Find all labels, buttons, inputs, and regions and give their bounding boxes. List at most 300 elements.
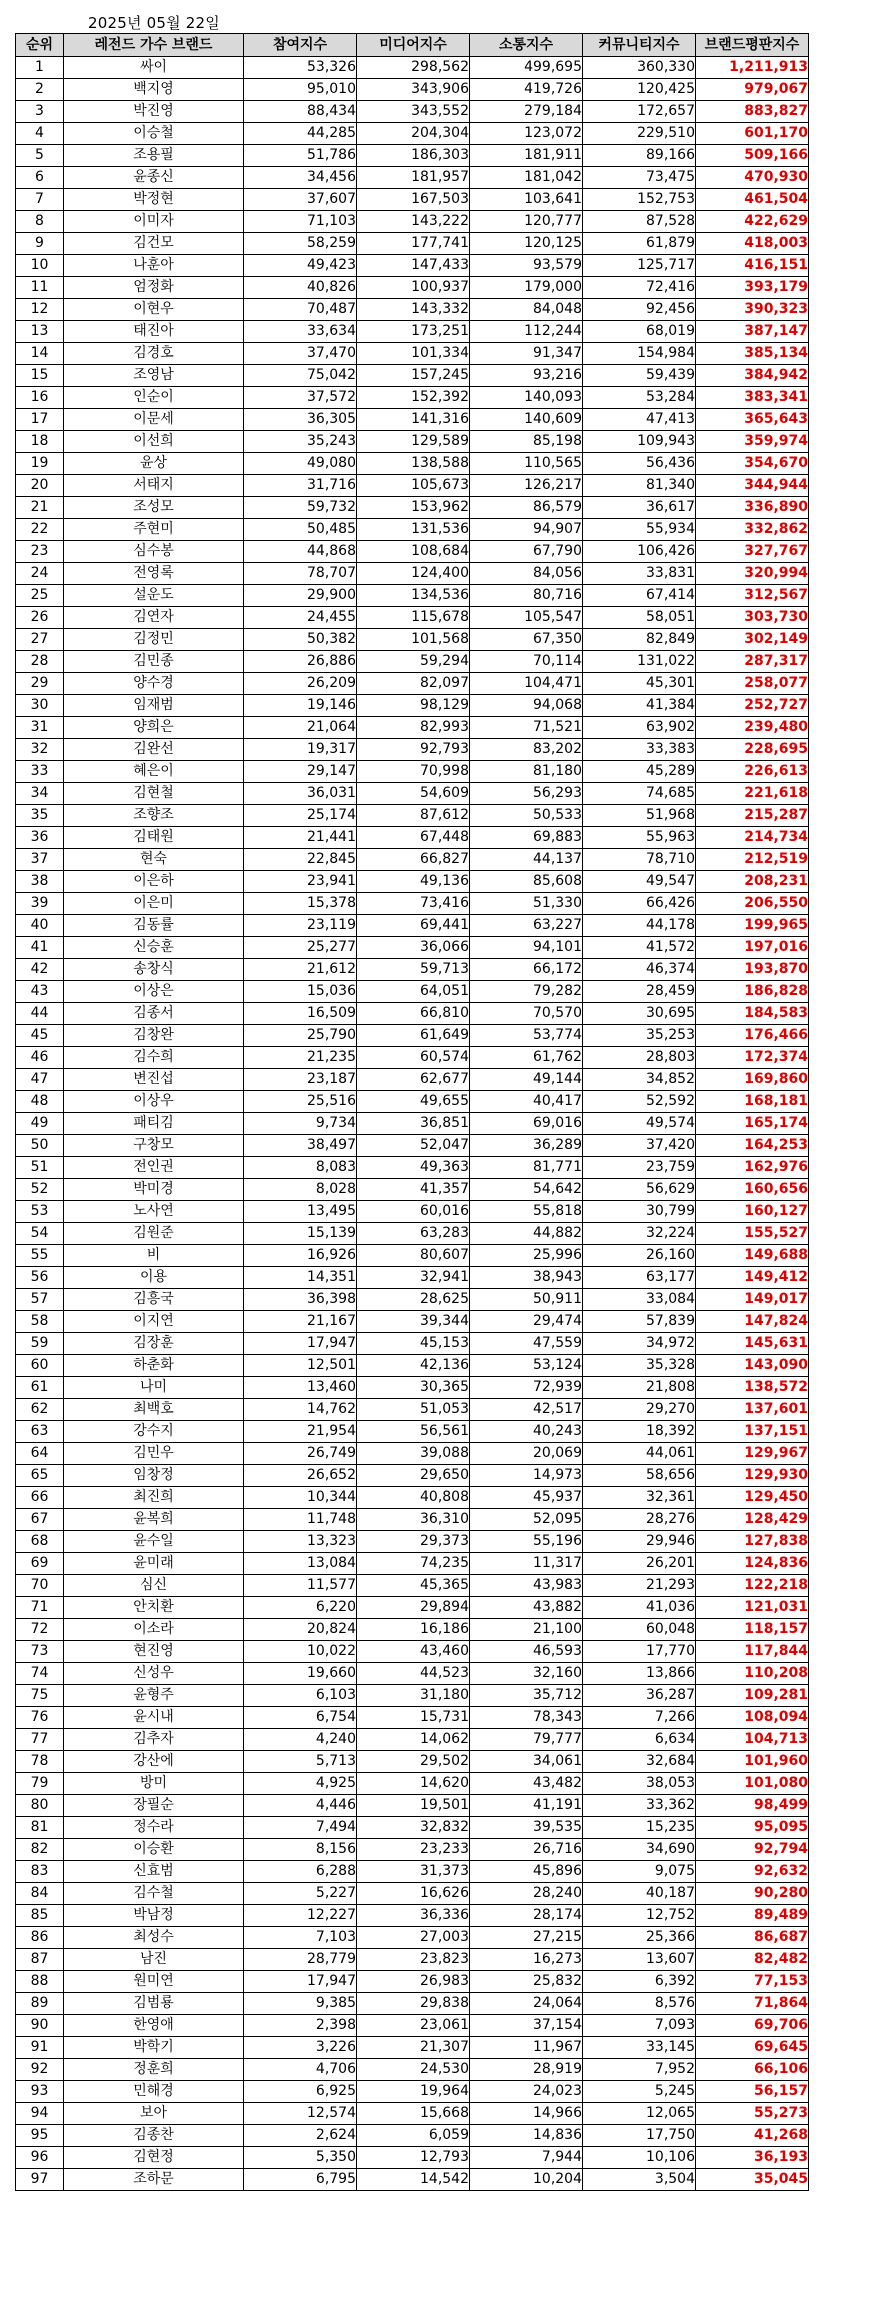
participation-cell: 6,925 bbox=[244, 2081, 357, 2103]
rank-cell: 74 bbox=[16, 1663, 64, 1685]
communication-cell: 91,347 bbox=[470, 343, 583, 365]
rank-cell: 29 bbox=[16, 673, 64, 695]
communication-cell: 94,068 bbox=[470, 695, 583, 717]
rank-cell: 13 bbox=[16, 321, 64, 343]
table-row bbox=[16, 255, 809, 277]
singer-name-cell: 김창완 bbox=[64, 1025, 244, 1047]
rank-cell: 89 bbox=[16, 1993, 64, 2015]
brand-index-cell: 312,567 bbox=[696, 585, 809, 607]
media-cell: 73,416 bbox=[357, 893, 470, 915]
brand-index-cell: 206,550 bbox=[696, 893, 809, 915]
participation-cell: 10,022 bbox=[244, 1641, 357, 1663]
table-row bbox=[16, 629, 809, 651]
brand-index-cell: 387,147 bbox=[696, 321, 809, 343]
media-cell: 134,536 bbox=[357, 585, 470, 607]
communication-cell: 28,240 bbox=[470, 1883, 583, 1905]
communication-cell: 7,944 bbox=[470, 2147, 583, 2169]
rank-cell: 25 bbox=[16, 585, 64, 607]
community-cell: 10,106 bbox=[583, 2147, 696, 2169]
rank-cell: 68 bbox=[16, 1531, 64, 1553]
community-cell: 33,383 bbox=[583, 739, 696, 761]
brand-index-cell: 69,706 bbox=[696, 2015, 809, 2037]
table-row bbox=[16, 805, 809, 827]
table-row bbox=[16, 233, 809, 255]
community-cell: 63,177 bbox=[583, 1267, 696, 1289]
participation-cell: 38,497 bbox=[244, 1135, 357, 1157]
media-cell: 100,937 bbox=[357, 277, 470, 299]
table-row bbox=[16, 2059, 809, 2081]
table-row bbox=[16, 2037, 809, 2059]
rank-cell: 42 bbox=[16, 959, 64, 981]
community-cell: 152,753 bbox=[583, 189, 696, 211]
table-row bbox=[16, 2125, 809, 2147]
participation-cell: 28,779 bbox=[244, 1949, 357, 1971]
brand-index-cell: 109,281 bbox=[696, 1685, 809, 1707]
community-cell: 57,839 bbox=[583, 1311, 696, 1333]
brand-index-cell: 149,688 bbox=[696, 1245, 809, 1267]
communication-cell: 85,198 bbox=[470, 431, 583, 453]
participation-cell: 21,235 bbox=[244, 1047, 357, 1069]
community-cell: 18,392 bbox=[583, 1421, 696, 1443]
media-cell: 141,316 bbox=[357, 409, 470, 431]
singer-name-cell: 정훈희 bbox=[64, 2059, 244, 2081]
community-cell: 6,634 bbox=[583, 1729, 696, 1751]
participation-cell: 19,660 bbox=[244, 1663, 357, 1685]
communication-cell: 11,967 bbox=[470, 2037, 583, 2059]
table-row bbox=[16, 1333, 809, 1355]
singer-name-cell: 전인권 bbox=[64, 1157, 244, 1179]
participation-cell: 78,707 bbox=[244, 563, 357, 585]
brand-index-cell: 92,632 bbox=[696, 1861, 809, 1883]
media-cell: 153,962 bbox=[357, 497, 470, 519]
media-cell: 14,062 bbox=[357, 1729, 470, 1751]
table-row bbox=[16, 2147, 809, 2169]
community-cell: 68,019 bbox=[583, 321, 696, 343]
brand-index-cell: 129,450 bbox=[696, 1487, 809, 1509]
rank-cell: 2 bbox=[16, 79, 64, 101]
singer-name-cell: 나훈아 bbox=[64, 255, 244, 277]
participation-cell: 88,434 bbox=[244, 101, 357, 123]
community-cell: 13,607 bbox=[583, 1949, 696, 1971]
singer-name-cell: 조향조 bbox=[64, 805, 244, 827]
singer-name-cell: 김원준 bbox=[64, 1223, 244, 1245]
singer-name-cell: 이상은 bbox=[64, 981, 244, 1003]
rank-cell: 66 bbox=[16, 1487, 64, 1509]
singer-name-cell: 민해경 bbox=[64, 2081, 244, 2103]
communication-cell: 84,056 bbox=[470, 563, 583, 585]
brand-index-cell: 461,504 bbox=[696, 189, 809, 211]
table-row bbox=[16, 1795, 809, 1817]
community-cell: 56,629 bbox=[583, 1179, 696, 1201]
media-cell: 51,053 bbox=[357, 1399, 470, 1421]
brand-index-cell: 422,629 bbox=[696, 211, 809, 233]
media-cell: 80,607 bbox=[357, 1245, 470, 1267]
brand-index-cell: 336,890 bbox=[696, 497, 809, 519]
rank-cell: 96 bbox=[16, 2147, 64, 2169]
participation-cell: 22,845 bbox=[244, 849, 357, 871]
participation-cell: 21,954 bbox=[244, 1421, 357, 1443]
communication-cell: 40,243 bbox=[470, 1421, 583, 1443]
participation-cell: 26,886 bbox=[244, 651, 357, 673]
rank-cell: 34 bbox=[16, 783, 64, 805]
brand-index-cell: 110,208 bbox=[696, 1663, 809, 1685]
brand-index-cell: 221,618 bbox=[696, 783, 809, 805]
brand-index-cell: 393,179 bbox=[696, 277, 809, 299]
singer-name-cell: 최성수 bbox=[64, 1927, 244, 1949]
singer-name-cell: 정수라 bbox=[64, 1817, 244, 1839]
singer-name-cell: 이선희 bbox=[64, 431, 244, 453]
media-cell: 101,334 bbox=[357, 343, 470, 365]
singer-name-cell: 신승훈 bbox=[64, 937, 244, 959]
participation-cell: 5,227 bbox=[244, 1883, 357, 1905]
community-cell: 7,266 bbox=[583, 1707, 696, 1729]
table-header bbox=[16, 34, 809, 57]
brand-index-cell: 127,838 bbox=[696, 1531, 809, 1553]
header-communication-index: 소통지수 bbox=[470, 34, 583, 57]
table-row bbox=[16, 1641, 809, 1663]
community-cell: 78,710 bbox=[583, 849, 696, 871]
brand-index-cell: 214,734 bbox=[696, 827, 809, 849]
communication-cell: 54,642 bbox=[470, 1179, 583, 1201]
table-row bbox=[16, 299, 809, 321]
table-row bbox=[16, 211, 809, 233]
brand-index-cell: 149,412 bbox=[696, 1267, 809, 1289]
communication-cell: 69,883 bbox=[470, 827, 583, 849]
header-brand-name: 레전드 가수 브랜드 bbox=[64, 34, 244, 57]
participation-cell: 29,147 bbox=[244, 761, 357, 783]
brand-index-cell: 302,149 bbox=[696, 629, 809, 651]
participation-cell: 75,042 bbox=[244, 365, 357, 387]
media-cell: 61,649 bbox=[357, 1025, 470, 1047]
brand-index-cell: 117,844 bbox=[696, 1641, 809, 1663]
table-row bbox=[16, 1113, 809, 1135]
participation-cell: 17,947 bbox=[244, 1333, 357, 1355]
brand-index-cell: 193,870 bbox=[696, 959, 809, 981]
rank-cell: 82 bbox=[16, 1839, 64, 1861]
community-cell: 17,750 bbox=[583, 2125, 696, 2147]
community-cell: 59,439 bbox=[583, 365, 696, 387]
rank-cell: 22 bbox=[16, 519, 64, 541]
participation-cell: 25,790 bbox=[244, 1025, 357, 1047]
communication-cell: 55,818 bbox=[470, 1201, 583, 1223]
community-cell: 47,413 bbox=[583, 409, 696, 431]
table-row bbox=[16, 1443, 809, 1465]
rank-cell: 55 bbox=[16, 1245, 64, 1267]
media-cell: 24,530 bbox=[357, 2059, 470, 2081]
rank-cell: 94 bbox=[16, 2103, 64, 2125]
media-cell: 204,304 bbox=[357, 123, 470, 145]
brand-index-cell: 197,016 bbox=[696, 937, 809, 959]
brand-index-cell: 332,862 bbox=[696, 519, 809, 541]
media-cell: 298,562 bbox=[357, 57, 470, 79]
table-row bbox=[16, 1377, 809, 1399]
community-cell: 34,690 bbox=[583, 1839, 696, 1861]
rank-cell: 30 bbox=[16, 695, 64, 717]
communication-cell: 14,973 bbox=[470, 1465, 583, 1487]
singer-name-cell: 박진영 bbox=[64, 101, 244, 123]
community-cell: 49,547 bbox=[583, 871, 696, 893]
rank-cell: 77 bbox=[16, 1729, 64, 1751]
rank-cell: 5 bbox=[16, 145, 64, 167]
media-cell: 41,357 bbox=[357, 1179, 470, 1201]
media-cell: 69,441 bbox=[357, 915, 470, 937]
table-row bbox=[16, 1663, 809, 1685]
table-row bbox=[16, 1487, 809, 1509]
rank-cell: 52 bbox=[16, 1179, 64, 1201]
participation-cell: 14,762 bbox=[244, 1399, 357, 1421]
rank-cell: 76 bbox=[16, 1707, 64, 1729]
singer-name-cell: 김종찬 bbox=[64, 2125, 244, 2147]
table-row bbox=[16, 563, 809, 585]
rank-cell: 47 bbox=[16, 1069, 64, 1091]
singer-name-cell: 김장훈 bbox=[64, 1333, 244, 1355]
singer-name-cell: 이지연 bbox=[64, 1311, 244, 1333]
media-cell: 66,827 bbox=[357, 849, 470, 871]
brand-index-cell: 287,317 bbox=[696, 651, 809, 673]
media-cell: 108,684 bbox=[357, 541, 470, 563]
communication-cell: 78,343 bbox=[470, 1707, 583, 1729]
brand-index-cell: 416,151 bbox=[696, 255, 809, 277]
media-cell: 36,310 bbox=[357, 1509, 470, 1531]
communication-cell: 28,919 bbox=[470, 2059, 583, 2081]
brand-index-cell: 138,572 bbox=[696, 1377, 809, 1399]
media-cell: 21,307 bbox=[357, 2037, 470, 2059]
table-row bbox=[16, 893, 809, 915]
community-cell: 55,963 bbox=[583, 827, 696, 849]
singer-name-cell: 윤미래 bbox=[64, 1553, 244, 1575]
table-row bbox=[16, 1993, 809, 2015]
table-row bbox=[16, 1531, 809, 1553]
table-row bbox=[16, 1465, 809, 1487]
brand-index-cell: 601,170 bbox=[696, 123, 809, 145]
rank-cell: 57 bbox=[16, 1289, 64, 1311]
rank-cell: 79 bbox=[16, 1773, 64, 1795]
table-row bbox=[16, 849, 809, 871]
header-community-index: 커뮤니티지수 bbox=[583, 34, 696, 57]
singer-name-cell: 김동률 bbox=[64, 915, 244, 937]
media-cell: 167,503 bbox=[357, 189, 470, 211]
rank-cell: 35 bbox=[16, 805, 64, 827]
community-cell: 33,831 bbox=[583, 563, 696, 585]
community-cell: 46,374 bbox=[583, 959, 696, 981]
table-row bbox=[16, 695, 809, 717]
media-cell: 63,283 bbox=[357, 1223, 470, 1245]
participation-cell: 7,494 bbox=[244, 1817, 357, 1839]
media-cell: 14,542 bbox=[357, 2169, 470, 2191]
brand-index-cell: 66,106 bbox=[696, 2059, 809, 2081]
media-cell: 101,568 bbox=[357, 629, 470, 651]
community-cell: 3,504 bbox=[583, 2169, 696, 2191]
header-rank: 순위 bbox=[16, 34, 64, 57]
table-row bbox=[16, 1421, 809, 1443]
rank-cell: 16 bbox=[16, 387, 64, 409]
participation-cell: 12,574 bbox=[244, 2103, 357, 2125]
media-cell: 343,552 bbox=[357, 101, 470, 123]
table-row bbox=[16, 101, 809, 123]
community-cell: 34,852 bbox=[583, 1069, 696, 1091]
brand-index-cell: 95,095 bbox=[696, 1817, 809, 1839]
community-cell: 33,084 bbox=[583, 1289, 696, 1311]
table-row bbox=[16, 431, 809, 453]
community-cell: 35,253 bbox=[583, 1025, 696, 1047]
singer-name-cell: 김민우 bbox=[64, 1443, 244, 1465]
brand-index-cell: 186,828 bbox=[696, 981, 809, 1003]
communication-cell: 86,579 bbox=[470, 497, 583, 519]
community-cell: 37,420 bbox=[583, 1135, 696, 1157]
participation-cell: 9,385 bbox=[244, 1993, 357, 2015]
table-row bbox=[16, 783, 809, 805]
communication-cell: 104,471 bbox=[470, 673, 583, 695]
communication-cell: 63,227 bbox=[470, 915, 583, 937]
community-cell: 53,284 bbox=[583, 387, 696, 409]
community-cell: 32,684 bbox=[583, 1751, 696, 1773]
rank-cell: 87 bbox=[16, 1949, 64, 1971]
singer-name-cell: 심신 bbox=[64, 1575, 244, 1597]
table-row bbox=[16, 2081, 809, 2103]
community-cell: 81,340 bbox=[583, 475, 696, 497]
media-cell: 92,793 bbox=[357, 739, 470, 761]
participation-cell: 13,084 bbox=[244, 1553, 357, 1575]
rank-cell: 31 bbox=[16, 717, 64, 739]
participation-cell: 44,285 bbox=[244, 123, 357, 145]
communication-cell: 52,095 bbox=[470, 1509, 583, 1531]
communication-cell: 181,042 bbox=[470, 167, 583, 189]
participation-cell: 6,220 bbox=[244, 1597, 357, 1619]
brand-index-cell: 124,836 bbox=[696, 1553, 809, 1575]
media-cell: 343,906 bbox=[357, 79, 470, 101]
community-cell: 360,330 bbox=[583, 57, 696, 79]
table-row bbox=[16, 1553, 809, 1575]
brand-index-cell: 470,930 bbox=[696, 167, 809, 189]
singer-name-cell: 엄정화 bbox=[64, 277, 244, 299]
community-cell: 51,968 bbox=[583, 805, 696, 827]
brand-index-cell: 226,613 bbox=[696, 761, 809, 783]
brand-index-cell: 320,994 bbox=[696, 563, 809, 585]
media-cell: 15,731 bbox=[357, 1707, 470, 1729]
media-cell: 39,344 bbox=[357, 1311, 470, 1333]
communication-cell: 32,160 bbox=[470, 1663, 583, 1685]
community-cell: 60,048 bbox=[583, 1619, 696, 1641]
communication-cell: 14,966 bbox=[470, 2103, 583, 2125]
header-brand-reputation-index: 브랜드평판지수 bbox=[696, 34, 809, 57]
communication-cell: 81,771 bbox=[470, 1157, 583, 1179]
singer-name-cell: 김현정 bbox=[64, 2147, 244, 2169]
table-row bbox=[16, 1047, 809, 1069]
community-cell: 7,952 bbox=[583, 2059, 696, 2081]
participation-cell: 5,713 bbox=[244, 1751, 357, 1773]
table-row bbox=[16, 1861, 809, 1883]
singer-name-cell: 이승철 bbox=[64, 123, 244, 145]
singer-name-cell: 김건모 bbox=[64, 233, 244, 255]
participation-cell: 14,351 bbox=[244, 1267, 357, 1289]
media-cell: 26,983 bbox=[357, 1971, 470, 1993]
brand-index-cell: 90,280 bbox=[696, 1883, 809, 1905]
table-row bbox=[16, 739, 809, 761]
communication-cell: 24,023 bbox=[470, 2081, 583, 2103]
singer-name-cell: 송창식 bbox=[64, 959, 244, 981]
table-row bbox=[16, 651, 809, 673]
participation-cell: 4,925 bbox=[244, 1773, 357, 1795]
brand-index-cell: 147,824 bbox=[696, 1311, 809, 1333]
participation-cell: 33,634 bbox=[244, 321, 357, 343]
communication-cell: 45,937 bbox=[470, 1487, 583, 1509]
table-row bbox=[16, 1949, 809, 1971]
participation-cell: 71,103 bbox=[244, 211, 357, 233]
rank-cell: 24 bbox=[16, 563, 64, 585]
singer-name-cell: 패티김 bbox=[64, 1113, 244, 1135]
community-cell: 7,093 bbox=[583, 2015, 696, 2037]
table-row bbox=[16, 1971, 809, 1993]
singer-name-cell: 한영애 bbox=[64, 2015, 244, 2037]
participation-cell: 8,156 bbox=[244, 1839, 357, 1861]
rank-cell: 36 bbox=[16, 827, 64, 849]
media-cell: 44,523 bbox=[357, 1663, 470, 1685]
media-cell: 87,612 bbox=[357, 805, 470, 827]
brand-index-cell: 129,967 bbox=[696, 1443, 809, 1465]
singer-name-cell: 조영남 bbox=[64, 365, 244, 387]
table-row bbox=[16, 1575, 809, 1597]
media-cell: 32,941 bbox=[357, 1267, 470, 1289]
singer-name-cell: 최진희 bbox=[64, 1487, 244, 1509]
community-cell: 125,717 bbox=[583, 255, 696, 277]
singer-name-cell: 서태지 bbox=[64, 475, 244, 497]
rank-cell: 32 bbox=[16, 739, 64, 761]
brand-index-cell: 98,499 bbox=[696, 1795, 809, 1817]
media-cell: 32,832 bbox=[357, 1817, 470, 1839]
rank-cell: 7 bbox=[16, 189, 64, 211]
media-cell: 45,153 bbox=[357, 1333, 470, 1355]
community-cell: 67,414 bbox=[583, 585, 696, 607]
media-cell: 43,460 bbox=[357, 1641, 470, 1663]
rank-cell: 83 bbox=[16, 1861, 64, 1883]
table-row bbox=[16, 497, 809, 519]
table-row bbox=[16, 57, 809, 79]
participation-cell: 16,926 bbox=[244, 1245, 357, 1267]
brand-index-cell: 149,017 bbox=[696, 1289, 809, 1311]
participation-cell: 10,344 bbox=[244, 1487, 357, 1509]
communication-cell: 10,204 bbox=[470, 2169, 583, 2191]
brand-index-cell: 137,601 bbox=[696, 1399, 809, 1421]
community-cell: 38,053 bbox=[583, 1773, 696, 1795]
table-row bbox=[16, 717, 809, 739]
singer-name-cell: 조용필 bbox=[64, 145, 244, 167]
rank-cell: 71 bbox=[16, 1597, 64, 1619]
brand-index-cell: 35,045 bbox=[696, 2169, 809, 2191]
table-row bbox=[16, 585, 809, 607]
rank-cell: 50 bbox=[16, 1135, 64, 1157]
media-cell: 74,235 bbox=[357, 1553, 470, 1575]
participation-cell: 59,732 bbox=[244, 497, 357, 519]
table-row bbox=[16, 387, 809, 409]
rank-cell: 19 bbox=[16, 453, 64, 475]
community-cell: 41,572 bbox=[583, 937, 696, 959]
singer-name-cell: 김경호 bbox=[64, 343, 244, 365]
media-cell: 181,957 bbox=[357, 167, 470, 189]
rank-cell: 4 bbox=[16, 123, 64, 145]
communication-cell: 29,474 bbox=[470, 1311, 583, 1333]
communication-cell: 40,417 bbox=[470, 1091, 583, 1113]
brand-index-cell: 365,643 bbox=[696, 409, 809, 431]
communication-cell: 70,114 bbox=[470, 651, 583, 673]
singer-name-cell: 이소라 bbox=[64, 1619, 244, 1641]
singer-name-cell: 백지영 bbox=[64, 79, 244, 101]
singer-name-cell: 나미 bbox=[64, 1377, 244, 1399]
participation-cell: 11,748 bbox=[244, 1509, 357, 1531]
community-cell: 30,695 bbox=[583, 1003, 696, 1025]
singer-name-cell: 김태원 bbox=[64, 827, 244, 849]
media-cell: 157,245 bbox=[357, 365, 470, 387]
participation-cell: 2,624 bbox=[244, 2125, 357, 2147]
